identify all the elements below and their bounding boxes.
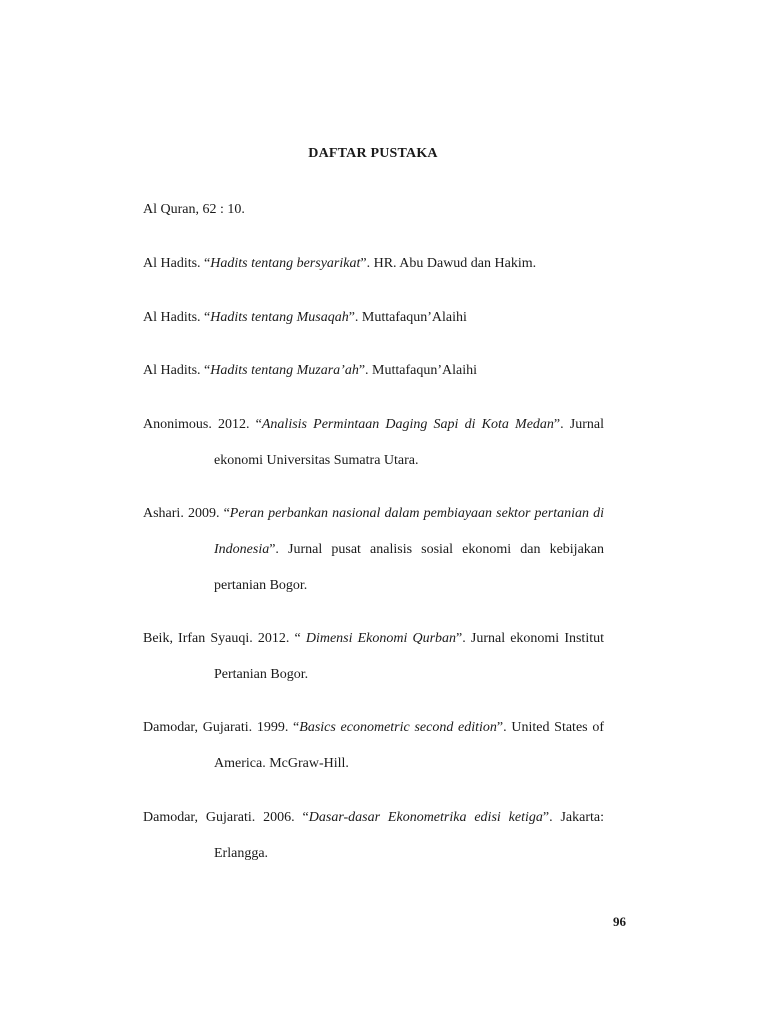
reference-entry	[143, 710, 604, 782]
reference-title: Analisis Permintaan Daging Sapi di Kota Medan	[261, 417, 554, 432]
page-title: DAFTAR PUSTAKA	[308, 146, 438, 161]
reference-entry	[143, 496, 604, 604]
reference-entry	[143, 246, 604, 282]
reference-text: Anonimous. 2012. “	[143, 417, 262, 432]
reference-entry	[143, 300, 604, 336]
reference-entry	[143, 621, 604, 693]
reference-text: ”. Jurnal pusat analisis sosial ekonomi dan kebijakan pertanian Bogor.	[214, 542, 604, 593]
reference-text: Al Hadits. “	[143, 310, 211, 325]
page-number: 96	[613, 914, 626, 929]
reference-title: Dasar-dasar Ekonometrika edisi ketiga	[308, 810, 543, 825]
reference-title: Dimensi Ekonomi Qurban	[305, 631, 457, 646]
reference-text: ”. Jurnal ekonomi Universitas Sumatra Utara.	[214, 417, 604, 468]
reference-text: ”. HR. Abu Dawud dan Hakim.	[360, 256, 537, 271]
reference-entry	[143, 407, 604, 479]
reference-text: ”. United States of America. McGraw-Hill.	[214, 720, 604, 771]
reference-text: ”. Jurnal ekonomi Institut Pertanian Bogor.	[214, 631, 604, 682]
reference-entry	[143, 353, 604, 389]
reference-text: Damodar, Gujarati. 1999. “	[143, 720, 300, 735]
reference-title: Hadits tentang Musaqah	[210, 310, 349, 325]
reference-text: ”. Jakarta: Erlangga.	[214, 810, 604, 861]
reference-title: Basics econometric second edition	[299, 720, 497, 735]
reference-text: ”. Muttafaqun’Alaihi	[358, 363, 478, 378]
reference-text: Ashari. 2009. “	[143, 506, 230, 521]
reference-text: ”. Muttafaqun’Alaihi	[348, 310, 467, 325]
reference-text: Al Quran, 62 : 10.	[143, 202, 245, 217]
reference-text: Al Hadits. “	[143, 256, 211, 271]
reference-title: Peran perbankan nasional dalam pembiayaan sektor pertanian di Indonesia	[214, 506, 604, 557]
reference-title: Hadits tentang Muzara’ah	[210, 363, 359, 378]
reference-text: Beik, Irfan Syauqi. 2012. “	[143, 631, 306, 646]
reference-text: Al Hadits. “	[143, 363, 211, 378]
reference-entry	[143, 800, 604, 872]
reference-entry	[143, 192, 604, 228]
reference-title: Hadits tentang bersyarikat	[210, 256, 361, 271]
reference-text: Damodar, Gujarati. 2006. “	[143, 810, 309, 825]
